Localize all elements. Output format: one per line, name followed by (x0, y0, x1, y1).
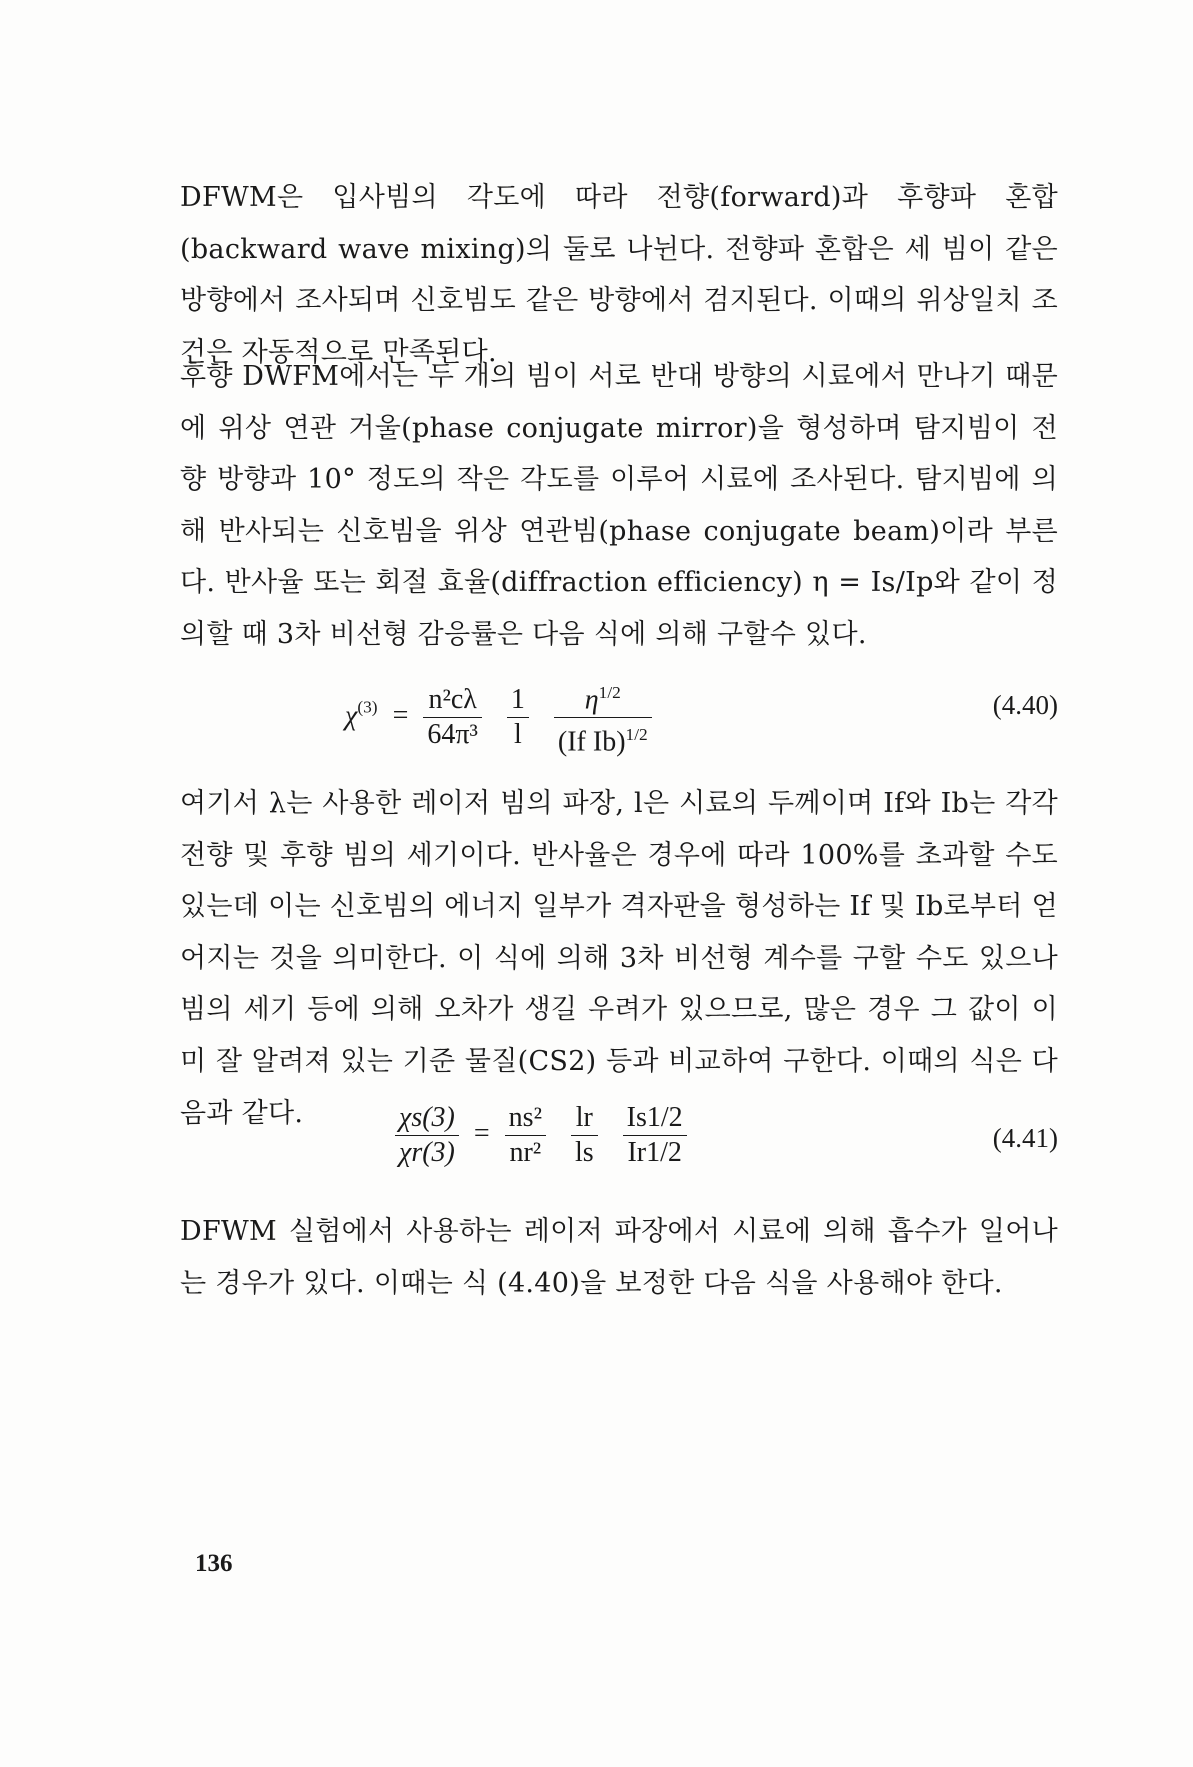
eq2-f3-numerator: lr (571, 1101, 598, 1136)
equation-4-41 (180, 1097, 1058, 1187)
eq1-f2-numerator: 1 (507, 683, 529, 718)
eq1-f3-numerator-sup: 1/2 (598, 683, 621, 702)
eq1-f1-denominator: 64π³ (427, 719, 478, 751)
eq1-fraction-2 (507, 683, 529, 752)
eq1-f1-numerator: n²cλ (423, 683, 482, 718)
eq2-f4-numerator: Is1/2 (623, 1101, 687, 1136)
equation-4-40 (180, 668, 1058, 758)
paragraph-3: 여기서 λ는 사용한 레이저 빔의 파장, l은 시료의 두께이며 If와 Ib는 각각 전향 및 후향 빔의 세기이다. 반사율은 경우에 따라 100%를 초과할 수도 있는데 이는 신호빔의 에너지 일부가 격자판을 형성하는 If 및 Ib로부터 얻어지는 것을 의미한다. 이 식에 의해 3차 비선형 계수를 구할 수도 있으나 빔의 세기 등에 의해 오차가 생길 우려가 있으므로, 많은 경우 그 값이 이미 잘 알려져 있는 기준 물질(CS2) 등과 비교하여 구한다. 이때의 식은 다음과 같다. (180, 788, 1058, 1129)
eq2-f4-denominator: Ir1/2 (627, 1137, 682, 1168)
equation-number-4-41: (4.41) (992, 1123, 1058, 1153)
eq2-f2-numerator: ns² (505, 1101, 546, 1136)
eq1-lhs-sup: (3) (357, 697, 378, 717)
eq1-f2-denominator: l (514, 719, 522, 751)
paragraph-4: DFWM 실험에서 사용하는 레이저 파장에서 시료에 의해 흡수가 일어나는 경우가 있다. 이때는 식 (4.40)을 보정한 다음 식을 사용해야 한다. (180, 1216, 1058, 1299)
eq2-f1-denominator: χr(3) (399, 1137, 455, 1168)
eq1-fraction-1 (423, 683, 482, 752)
eq1-lhs: χ (345, 700, 358, 732)
eq1-fraction-3 (554, 676, 652, 760)
eq1-f3-denominator: (If Ib) (557, 726, 626, 758)
eq2-fraction-1 (395, 1101, 459, 1170)
eq2-fraction-2 (505, 1101, 546, 1170)
eq2-equals: = (473, 1117, 490, 1149)
eq2-fraction-4 (623, 1101, 687, 1170)
equation-number-4-40: (4.40) (992, 690, 1058, 720)
eq1-f3-numerator: η (584, 684, 599, 716)
eq1-f3-denominator-sup: 1/2 (625, 725, 648, 745)
eq2-fraction-3 (571, 1101, 598, 1170)
eq2-f3-denominator: ls (574, 1137, 594, 1168)
paragraph-1: DFWM은 입사빔의 각도에 따라 전향(forward)과 후향파 혼합(backward wave mixing)의 둘로 나뉜다. 전향파 혼합은 세 빔이 같은 방향에서 조사되며 신호빔도 같은 방향에서 검지된다. 이때의 위상일치 조건은 자동적으로 만족된다. (180, 182, 1058, 368)
eq1-equals: = (392, 700, 409, 732)
eq2-f2-denominator: nr² (509, 1137, 542, 1168)
paragraph-2: 후향 DWFM에서는 두 개의 빔이 서로 반대 방향의 시료에서 만나기 때문에 위상 연관 거울(phase conjugate mirror)을 형성하며 탐지빔이 전향 방향과 10° 정도의 작은 각도를 이루어 시료에 조사된다. 탐지빔에 의해 반사되는 신호빔을 위상 연관빔(phase conjugate beam)이라 부른다. 반사율 또는 회절 효율(diffraction efficiency) η = Is/Ip와 같이 정의할 때 3차 비선형 감응률은 다음 식에 의해 구할수 있다. (180, 361, 1058, 650)
eq2-f1-numerator: χs(3) (395, 1101, 459, 1136)
page-number: 136 (195, 1550, 233, 1577)
